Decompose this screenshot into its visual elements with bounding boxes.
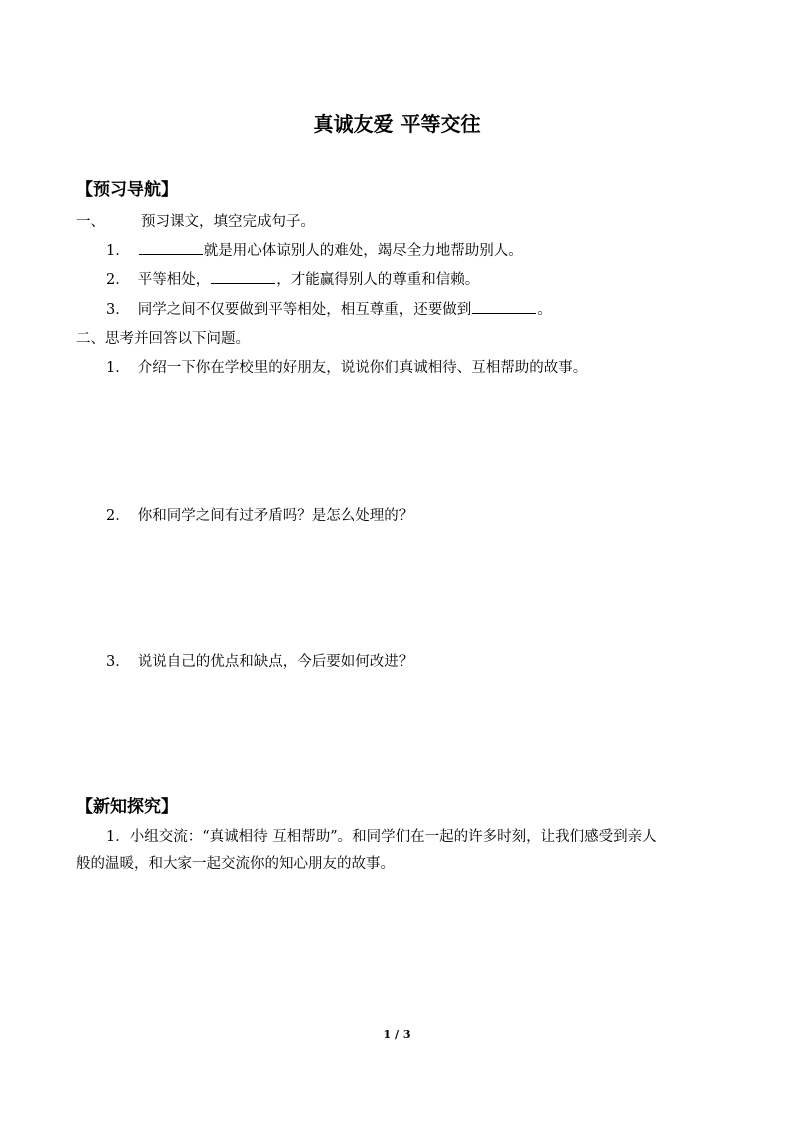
section-heading-explore: 【新知探究】 [76,797,178,817]
question-number: 2． [106,508,130,524]
part2-heading: 二、思考并回答以下问题。 [76,331,250,347]
question-text: 介绍一下你在学校里的好朋友，说说你们真诚相待、互相帮助的故事。 [137,360,588,376]
page-title: 真诚友爱 平等交往 [313,112,481,136]
fill-blank[interactable] [211,269,275,284]
question-text: 你和同学之间有过矛盾吗？是怎么处理的？ [137,508,414,524]
fill-item-1 [106,240,523,262]
fill-item-after: 就是用心体谅别人的难处，竭尽全力地帮助别人。 [203,243,523,259]
fill-item-after: ，才能赢得别人的尊重和信赖。 [276,272,480,288]
section-heading-preview: 【预习导航】 [76,180,178,200]
explore-item-line-1: 1．小组交流：“真诚相待 互相帮助”。和同学们在一起的许多时刻，让我们感受到亲人 [106,829,657,845]
fill-item-after: 。 [537,302,552,318]
fill-blank[interactable] [472,299,536,314]
fill-item-number: 3． [106,302,130,318]
fill-item-number: 1． [106,243,130,259]
part1-number: 一、 [76,214,105,230]
question-number: 1． [106,360,130,376]
part1-instruction: 预习课文，填空完成句子。 [141,214,315,230]
part1-line [76,211,315,233]
question-number: 3． [106,654,130,670]
fill-blank[interactable] [139,240,203,255]
fill-item-before: 同学之间不仅要做到平等相处，相互尊重，还要做到 [137,302,472,318]
page-number: 1 / 3 [383,1028,411,1041]
fill-item-number: 2． [106,272,130,288]
fill-item-before: 平等相处， [137,272,211,288]
fill-item-2 [106,269,479,291]
question-text: 说说自己的优点和缺点，今后要如何改进？ [137,654,414,670]
question-3 [106,651,413,673]
question-1 [106,357,587,379]
question-2 [106,505,413,527]
fill-item-3 [106,299,552,321]
explore-item-line-2: 般的温暖，和大家一起交流你的知心朋友的故事。 [76,856,395,872]
